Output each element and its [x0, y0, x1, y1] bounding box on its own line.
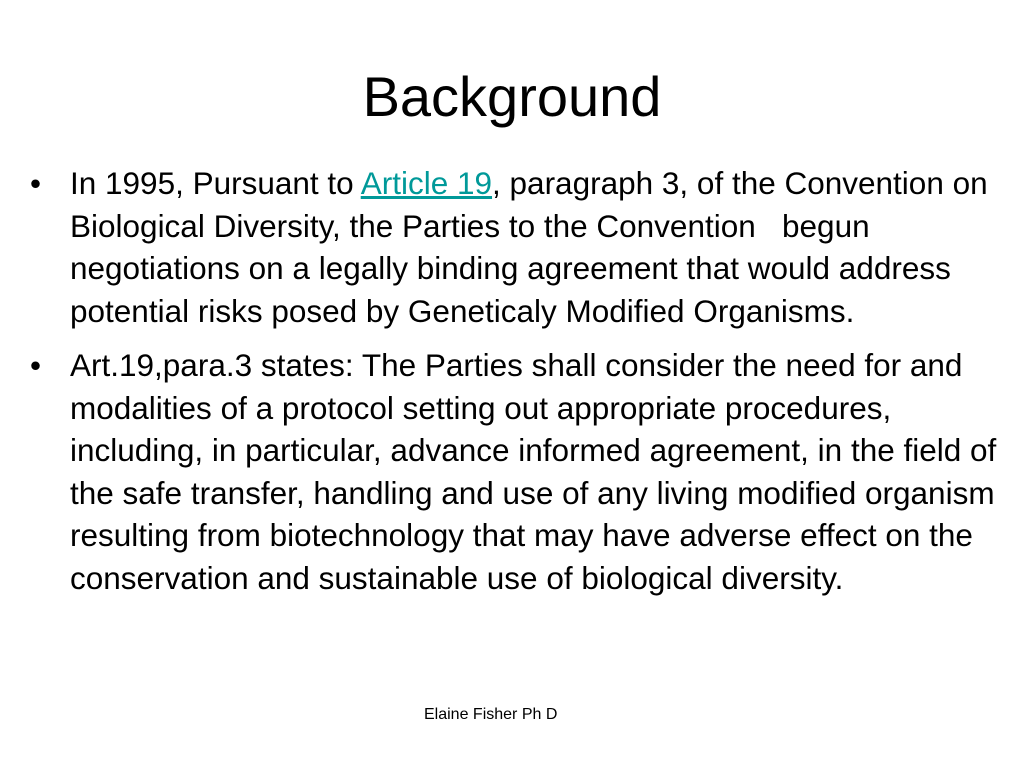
- bullet-2-text: Art.19,para.3 states: The Parties shall consider the need for and modalities of a protocol setting out appropriate procedures, including, in particular, advance informed agreement, in the field of the safe transfer, handling and use of any living modified organism resulting from biotechnology that may have adverse effect on the conservation and sustainable use of biological diversity.: [70, 347, 997, 596]
- slide-title: Background: [362, 65, 662, 128]
- bullet-1-text-start: In 1995, Pursuant to: [70, 165, 361, 201]
- article-19-link[interactable]: Article 19: [360, 165, 493, 201]
- bullet-dot-icon: •: [30, 347, 42, 383]
- bullet-list: [30, 162, 1015, 611]
- bullet-dot-icon: •: [30, 165, 42, 201]
- bullet-item-1: [30, 162, 1015, 332]
- footer-author: Elaine Fisher Ph D: [424, 706, 558, 723]
- bullet-item-2: [30, 344, 1015, 599]
- bullet-1-text-end: , paragraph 3, of the Convention on Biological Diversity, the Parties to the Convention begun negotiations on a legally binding agreement that would address potential risks posed by Geneticaly Modified Organisms.: [70, 165, 997, 329]
